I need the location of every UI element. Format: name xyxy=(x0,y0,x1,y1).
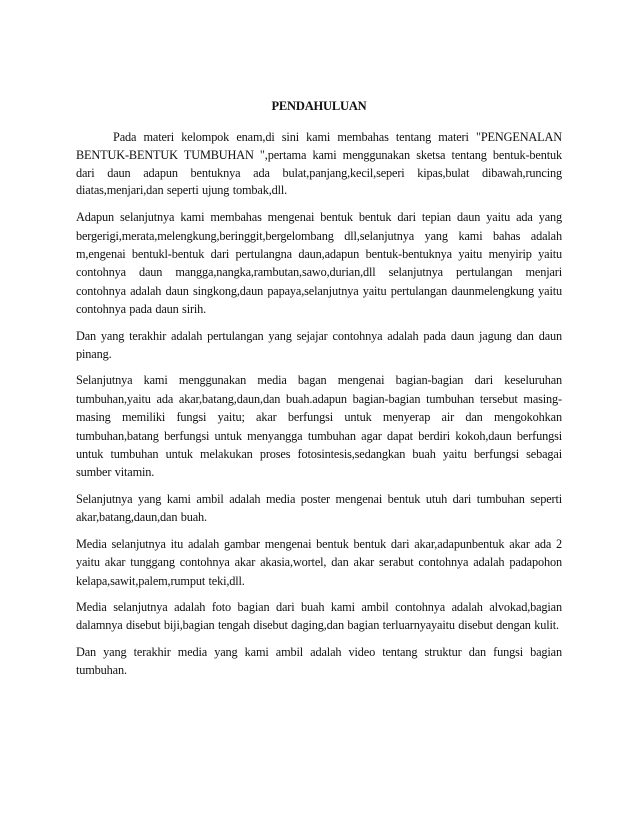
paragraph-video: Dan yang terakhir media yang kami ambil adalah video tentang struktur dan fungsi bagian tumbuhan. xyxy=(76,644,562,678)
paragraph-leaf-margins: Adapun selanjutnya kami membahas mengenai bentuk bentuk dari tepian daun yaitu ada yang bergerigi,merata,melengkung,beringgit,bergelombang dll,selanjutnya yang kami bahas adalah m,engenai bentukl-bentuk dari pertulangna daun,adapun bentuk-bentuknya yaitu menyirip yaitu contohnya daun mangga,nangka,rambutan,sawo,durian,dll selanjutnya pertulangan menjari contohnya adalah daun singkong,daun papaya,selanjutnya yaitu pertulangan daunmelengkung yaitu contohnya pada daun sirih. xyxy=(76,210,562,317)
page-title: PENDAHULUAN xyxy=(271,99,367,113)
paragraph-intro: Pada materi kelompok enam,di sini kami membahas tentang materi "PENGENALAN BENTUK-BENTUK TUMBUHAN ",pertama kami menggunakan sketsa tentang bentuk-bentuk dari daun adapun bentuknya ada bulat,panjang,kecil,seperi kipas,bulat dibawah,runcing diatas,menjari,dan seperti ujung tombak,dll. xyxy=(76,130,562,198)
paragraph-plant-parts-chart: Selanjutnya kami menggunakan media bagan mengenai bagian-bagian dari keseluruhan tumbuhan,yaitu ada akar,batang,daun,dan buah.adapun bagian-bagian tumbuhan tersebut masing-masing memiliki fungsi yaitu; akar berfungsi untuk menyerap air dan mengokohkan tumbuhan,batang berfungsi untuk menyangga tumbuhan agar dapat berdiri kokoh,daun berfungsi untuk tumbuhan untuk melakukan proses fotosintesis,sedangkan buah yaitu berfungsi sebagai sumber vitamin. xyxy=(76,373,562,480)
paragraph-poster: Selanjutnya yang kami ambil adalah media poster mengenai bentuk utuh dari tumbuhan seperti akar,batang,daun,dan buah. xyxy=(76,491,562,525)
paragraph-parallel-veins: Dan yang terakhir adalah pertulangan yang sejajar contohnya adalah pada daun jagung dan daun pinang. xyxy=(76,328,562,362)
paragraph-root-pictures: Media selanjutnya itu adalah gambar mengenai bentuk bentuk dari akar,adapunbentuk akar ada 2 yaitu akar tunggang contohnya akar akasia,wortel, dan akar serabut contohnya adalah padapohon kelapa,sawit,palem,rumput teki,dll. xyxy=(76,536,562,588)
paragraph-fruit-photo: Media selanjutnya adalah foto bagian dari buah kami ambil contohnya adalah alvokad,bagian dalamnya disebut biji,bagian tengah disebut daging,dan bagian terluarnyayaitu disebut dengan kulit. xyxy=(76,599,562,633)
document-body xyxy=(76,98,562,688)
